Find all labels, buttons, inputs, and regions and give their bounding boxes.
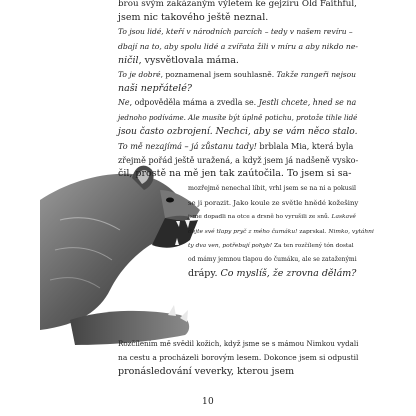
text-line [188, 253, 358, 267]
italic-text: ty dva ven, potřebují pohyb! [188, 242, 273, 249]
body-text: jsem nic takového ještě neznal. [118, 12, 269, 24]
body-text: brblala Mia, která byla [256, 140, 354, 151]
text-line [118, 365, 358, 379]
body-text: se ji porazit. Jako koule ze světle hnědé kožešiny [188, 199, 359, 208]
text-line [118, 96, 358, 110]
body-text: drápy. [188, 268, 221, 280]
text-line [118, 68, 358, 82]
text-line [118, 167, 358, 181]
body-text: Za ten rozčílený tón dostal [272, 242, 354, 249]
italic-text: dbají na to, aby spolu lidé a zvířata žili v míru a aby nikdo ne- [118, 41, 358, 51]
body-text: Rozčílením mě svědil kožich, když jsme se s mámou Nimkou vydali [118, 339, 359, 348]
body-text: brou svým zakázaným výletem ke gejzíru Old Faithful, [118, 0, 357, 9]
italic-text: To je dobré [118, 69, 161, 79]
text-line [188, 267, 358, 281]
text-line [118, 82, 358, 96]
italic-text: Takže rangeři nejsou [276, 69, 356, 79]
text-line [118, 111, 358, 125]
text-line [118, 125, 358, 139]
text-line [118, 25, 358, 39]
body-text: zaprskal. [297, 228, 329, 235]
text-line [118, 351, 358, 365]
text-line [118, 337, 358, 351]
italic-text: dejte své tlapy pryč z mého čumáku! [188, 228, 298, 235]
body-text: na cestu a procházeli borovým lesem. Dokonce jsem si odpustil [118, 353, 359, 363]
italic-text: Laskavě [331, 214, 356, 221]
text-line [118, 11, 358, 25]
body-text: jsme dopadli na otce a drsně ho vyrušili ze snů. [188, 214, 332, 221]
text-line [118, 139, 358, 153]
body-text: , vysvětlovala máma. [138, 54, 239, 66]
italic-text: ničil [118, 54, 139, 66]
text-line [188, 225, 374, 239]
body-text: mozřejmě nenechal líbit, vrhl jsem se na ni a pokusil [188, 185, 357, 192]
italic-text: Co myslíš, že zrovna dělám? [220, 268, 357, 280]
side-text [188, 182, 374, 281]
body-text: od mámy jemnou tlapou do čumáku, ale se zataženými [188, 255, 357, 263]
italic-text: jsou často ozbrojení. Nechci, aby se vám něco stalo. [118, 126, 358, 137]
text-line [118, 153, 358, 167]
italic-text: Jestli chcete, hned se na [258, 98, 357, 108]
text-line [118, 40, 358, 54]
italic-text: To mě nezajímá – já zůstanu tady! [118, 140, 257, 151]
text-line [118, 54, 358, 68]
italic-text: jednoho podíváme. Ale musíte být úplně potichu, protože tihle lidé [118, 112, 358, 122]
body-text: , poznamenal jsem souhlasně. [160, 69, 277, 79]
text-line [188, 239, 358, 253]
italic-text: Ne [118, 98, 130, 108]
page-number: 10 [201, 397, 215, 407]
top-text [118, 0, 358, 181]
body-text: čil, prostě na mě jen tak zaútočila. To jsem si sa- [118, 168, 352, 180]
body-text: pronásledování veverky, kterou jsem [118, 366, 295, 378]
italic-text: naši nepřátelé? [118, 83, 192, 95]
text-line [188, 196, 358, 210]
body-text: zřejmě pořád ještě uražená, a když jsem já nadšeně vysko- [118, 155, 359, 166]
italic-text: To jsou lidé, kteří v národních parcích – tedy v našem revíru – [118, 27, 353, 37]
text-line [188, 182, 358, 196]
text-line [188, 210, 358, 224]
body-text: , odpověděla máma a zvedla se. [129, 98, 259, 108]
italic-text: Nimko, vytáhni [328, 228, 374, 235]
bottom-text [118, 337, 358, 380]
text-line [118, 0, 358, 11]
